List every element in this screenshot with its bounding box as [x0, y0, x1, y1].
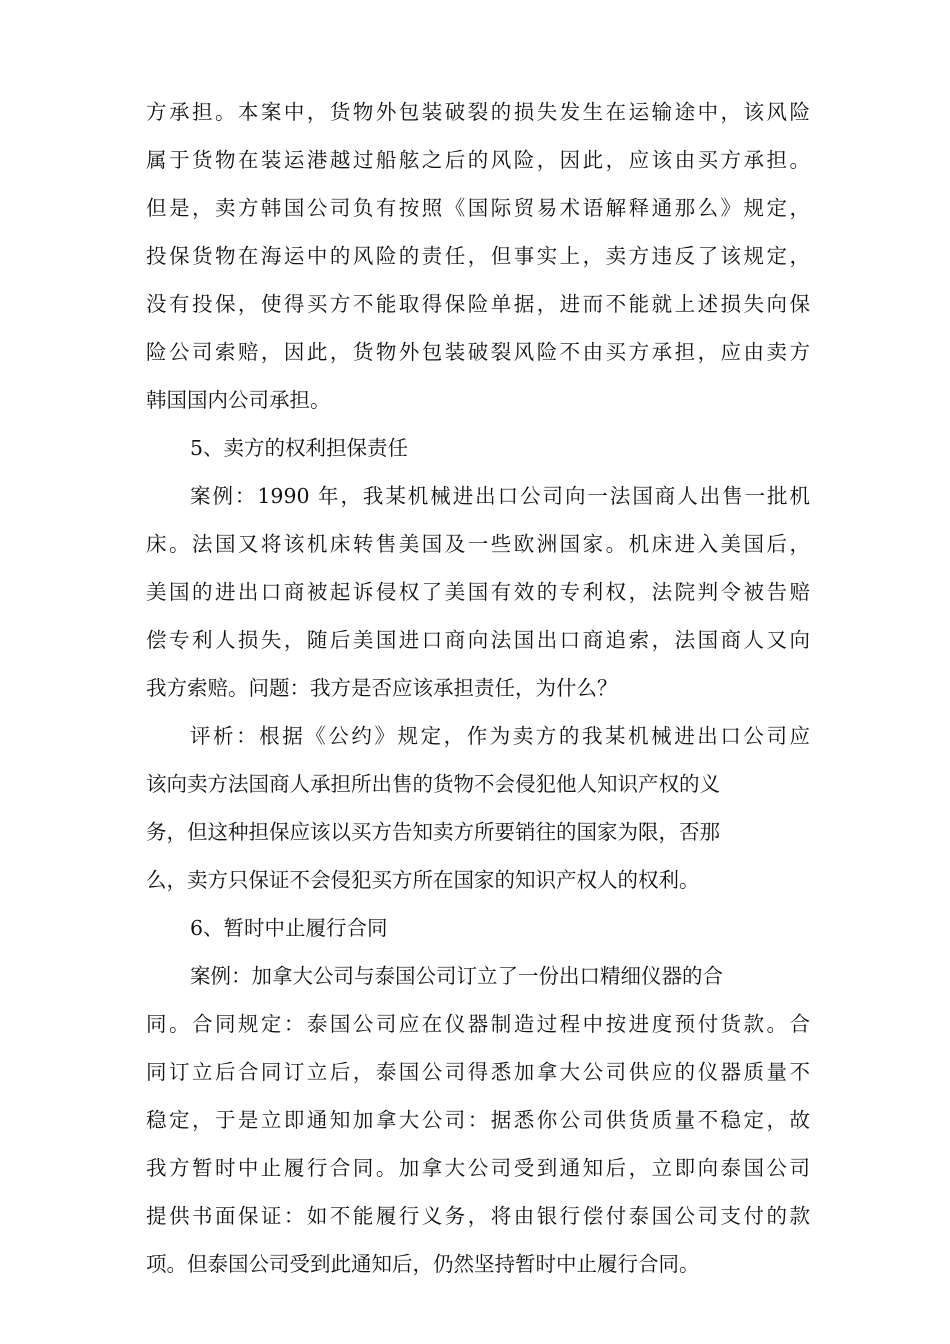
text-line: 同订立后合同订立后，泰国公司得悉加拿大公司供应的仪器质量不	[146, 1060, 810, 1084]
text-line: 案例：加拿大公司与泰国公司订立了一份出口精细仪器的合	[190, 964, 723, 988]
text-line: 项。但泰国公司受到此通知后，仍然坚持暂时中止履行合同。	[146, 1252, 700, 1276]
text-line: 同。合同规定：泰国公司应在仪器制造过程中按进度预付货款。合	[146, 1012, 810, 1036]
section-heading: 6、暂时中止履行合同	[190, 916, 388, 940]
text-line: 案例：1990 年，我某机械进出口公司向一法国商人出售一批机	[190, 484, 810, 508]
text-line: 偿专利人损失，随后美国进口商向法国出口商追索，法国商人又向	[146, 628, 810, 652]
text-line: 险公司索赔，因此，货物外包装破裂风险不由买方承担，应由卖方	[146, 340, 810, 364]
text-line: 务，但这种担保应该以买方告知卖方所要销往的国家为限，否那	[146, 820, 720, 844]
text-line: 但是，卖方韩国公司负有按照《国际贸易术语解释通那么》规定，	[146, 196, 810, 220]
text-line: 我方索赔。问题：我方是否应该承担责任，为什么？	[146, 676, 618, 700]
text-line: 美国的进出口商被起诉侵权了美国有效的专利权，法院判令被告赔	[146, 580, 810, 604]
text-line: 我方暂时中止履行合同。加拿大公司受到通知后，立即向泰国公司	[146, 1156, 810, 1180]
text-line: 投保货物在海运中的风险的责任，但事实上，卖方违反了该规定，	[146, 244, 810, 268]
text-line: 属于货物在装运港越过船舷之后的风险，因此，应该由买方承担。	[146, 148, 810, 172]
section-heading: 5、卖方的权利担保责任	[190, 436, 409, 460]
text-line: 床。法国又将该机床转售美国及一些欧洲国家。机床进入美国后，	[146, 532, 810, 556]
text-line: 韩国国内公司承担。	[146, 388, 331, 412]
text-line: 么，卖方只保证不会侵犯买方所在国家的知识产权人的权利。	[146, 868, 700, 892]
text-line: 没有投保，使得买方不能取得保险单据，进而不能就上述损失向保	[146, 292, 810, 316]
text-line: 方承担。本案中，货物外包装破裂的损失发生在运输途中，该风险	[146, 100, 810, 124]
text-line: 稳定，于是立即通知加拿大公司：据悉你公司供货质量不稳定，故	[146, 1108, 810, 1132]
text-line: 该向卖方法国商人承担所出售的货物不会侵犯他人知识产权的义	[146, 772, 720, 796]
text-line: 提供书面保证：如不能履行义务，将由银行偿付泰国公司支付的款	[146, 1204, 810, 1228]
text-line: 评析：根据《公约》规定，作为卖方的我某机械进出口公司应	[190, 724, 810, 748]
